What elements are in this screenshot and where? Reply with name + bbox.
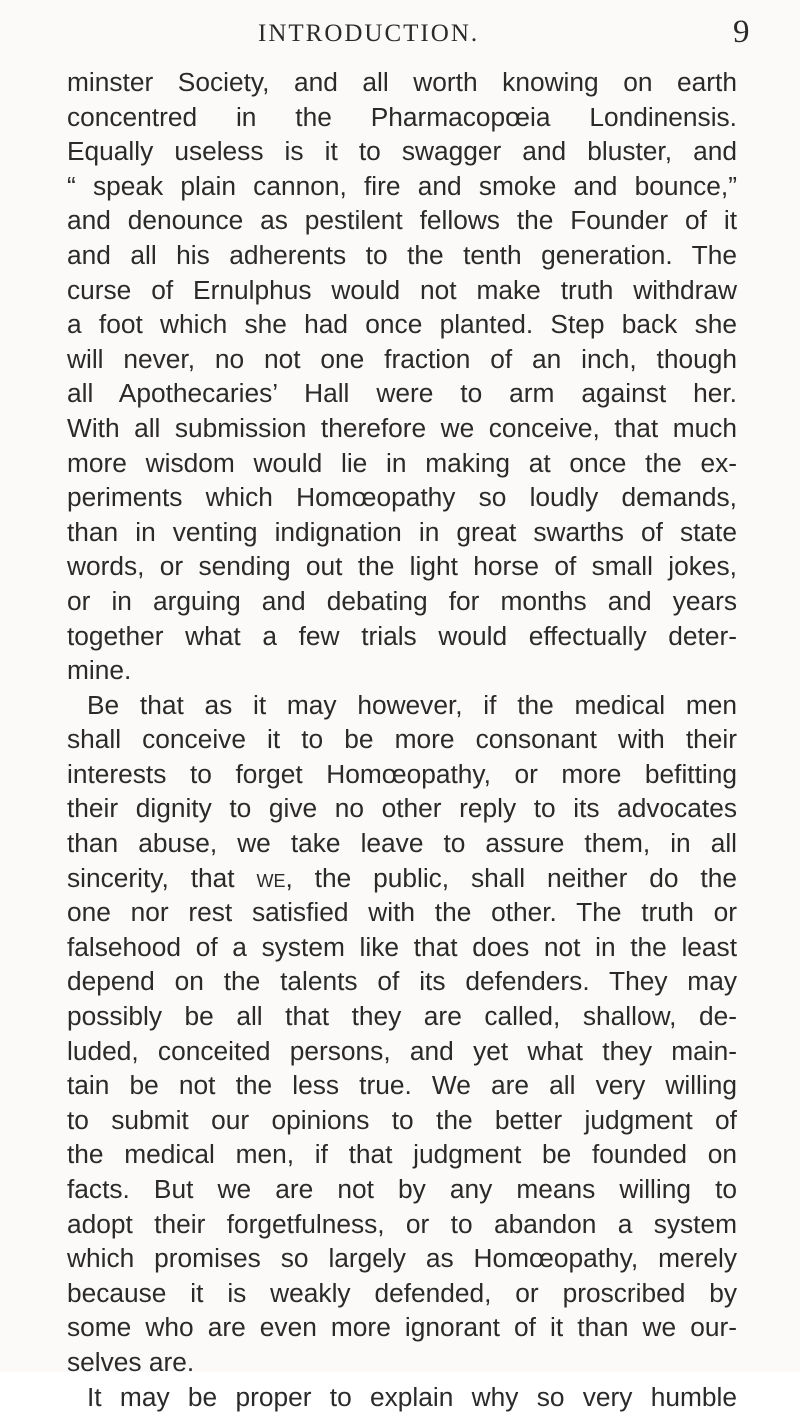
text-line: because it is weakly defended, or proscribed by: [67, 1277, 737, 1308]
text-line: shall conceive it to be more consonant with their: [67, 724, 737, 755]
text-line: interests to forget Homœopathy, or more befitting: [67, 758, 737, 789]
text-line: together what a few trials would effectually deter-: [67, 620, 737, 651]
line-segment: , the public, shall neither do the: [285, 862, 737, 893]
text-line-with-small-caps: [67, 861, 737, 896]
text-line: facts. But we are not by any means willing to: [67, 1174, 737, 1204]
text-line: and denounce as pestilent fellows the Founder of it: [67, 205, 737, 236]
text-line: falsehood of a system like that does not in the least: [67, 931, 737, 962]
text-line: and all his adherents to the tenth generation. The: [67, 239, 737, 270]
text-line: tain be not the less true. We are all very willing: [67, 1070, 737, 1101]
text-line: minster Society, and all worth knowing on earth: [67, 67, 737, 97]
page-number: 9: [733, 14, 750, 50]
line-segment: sincerity, that: [67, 862, 257, 893]
running-title: INTRODUCTION.: [258, 20, 480, 47]
text-line: depend on the talents of its defenders. They may: [67, 966, 737, 997]
text-line: will never, no not one fraction of an inch, though: [67, 343, 737, 374]
text-line: “ speak plain cannon, fire and smoke and bounce,”: [67, 170, 737, 201]
text-line: than in venting indignation in great swarths of state: [67, 516, 737, 547]
running-head: [0, 14, 800, 54]
body-text: [67, 65, 737, 1414]
text-line: concentred in the Pharmacopœia Londinensis.: [67, 101, 737, 132]
text-line: possibly be all that they are called, shallow, de-: [67, 1001, 737, 1032]
text-line: which promises so largely as Homœopathy, merely: [67, 1243, 737, 1274]
paragraph-start-line: It may be proper to explain why so very humble: [87, 1381, 737, 1412]
text-line: all Apothecaries’ Hall were to arm against her.: [67, 378, 737, 409]
text-line: periments which Homœopathy so loudly demands,: [67, 482, 737, 513]
text-line: mine.: [67, 655, 132, 686]
text-line: luded, conceited persons, and yet what they main-: [67, 1035, 737, 1066]
text-line: to submit our opinions to the better judgment of: [67, 1104, 737, 1135]
text-line: curse of Ernulphus would not make truth withdraw: [67, 274, 737, 305]
text-line: some who are even more ignorant of it than we our-: [67, 1312, 737, 1343]
small-caps-word: we: [256, 862, 286, 893]
text-line: With all submission therefore we conceive, that much: [67, 412, 737, 443]
paragraph-start-line: Be that as it may however, if the medical men: [87, 689, 737, 720]
text-line: their dignity to give no other reply to its advocates: [67, 793, 737, 824]
text-line: adopt their forgetfulness, or to abandon a system: [67, 1208, 737, 1239]
text-line: words, or sending out the light horse of small jokes,: [67, 551, 737, 582]
text-line: than abuse, we take leave to assure them, in all: [67, 828, 737, 859]
text-line: or in arguing and debating for months and years: [67, 585, 737, 616]
text-line: Equally useless is it to swagger and bluster, and: [67, 136, 737, 167]
text-line: one nor rest satisfied with the other. The truth or: [67, 897, 737, 928]
text-line: selves are.: [67, 1346, 195, 1377]
text-line: a foot which she had once planted. Step back she: [67, 309, 737, 340]
text-line: more wisdom would lie in making at once the ex-: [67, 447, 737, 478]
text-line: the medical men, if that judgment be founded on: [67, 1139, 737, 1170]
